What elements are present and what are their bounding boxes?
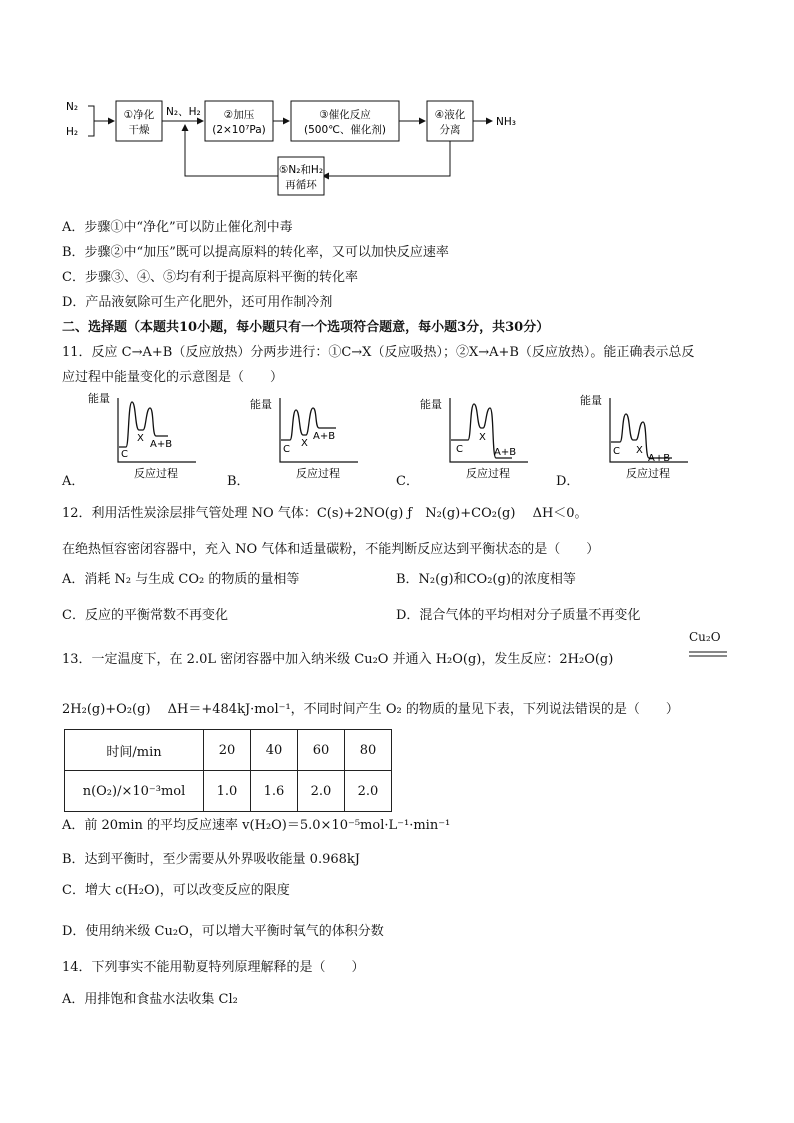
q12-option-c[interactable]: C．反应的平衡常数不再变化 xyxy=(62,608,228,623)
q11-graph-c[interactable] xyxy=(420,390,532,482)
flow-box-purify-line1: ①净化 xyxy=(123,109,155,121)
q11-option-a-letter[interactable]: A． xyxy=(62,474,85,489)
q11-graph-c-ylabel: 能量 xyxy=(420,398,442,411)
q11-graph-b-xlabel: 反应过程 xyxy=(296,467,340,480)
q11-graph-a-ylabel: 能量 xyxy=(88,392,110,405)
q11-graph-a-c: C xyxy=(121,449,128,460)
q11-graph-d-xlabel: 反应过程 xyxy=(626,467,670,480)
flow-box-catalysis-line1: ③催化反应 xyxy=(319,109,371,121)
q11-stem-line1: 11．反应 C→A+B（反应放热）分两步进行：①C→X（反应吸热）；②X→A+B（反应放热）。能正确表示总反 xyxy=(62,345,695,360)
ammonia-synthesis-flowchart xyxy=(60,92,540,202)
q11-graph-c-xlabel: 反应过程 xyxy=(466,467,510,480)
q11-graph-b-x: X xyxy=(301,438,308,449)
q13-equilibrium-arrow xyxy=(688,650,728,658)
flow-box-recycle-line1: ⑤N₂和H₂ xyxy=(278,164,324,176)
q11-graph-b-c: C xyxy=(283,444,290,455)
q11-graph-d-x: X xyxy=(636,445,643,456)
q13-stem-line2: 2H₂(g)+O₂(g) ΔH＝+484kJ·mol⁻¹，不同时间产生 O₂ 的物质的量见下表，下列说法错误的是（ ） xyxy=(62,702,679,717)
flow-n2-label: N₂ xyxy=(66,101,79,113)
table-cell: 2.0 xyxy=(345,771,392,812)
q13-option-c[interactable]: C．增大 c(H₂O)，可以改变反应的限度 xyxy=(62,883,290,898)
flow-output-label: NH₃ xyxy=(496,116,516,128)
table-header-row xyxy=(65,730,392,771)
table-cell: 20 xyxy=(204,730,251,771)
q12-option-a[interactable]: A．消耗 N₂ 与生成 CO₂ 的物质的量相等 xyxy=(62,572,300,587)
q11-option-b-letter[interactable]: B． xyxy=(227,474,250,489)
q11-option-c-letter[interactable]: C． xyxy=(396,474,419,489)
table-cell: n(O₂)/×10⁻³mol xyxy=(65,771,204,812)
flow-box-liquefy-line2: 分离 xyxy=(439,124,461,136)
flow-box-purify-line2: 干燥 xyxy=(128,124,150,136)
q11-graph-a[interactable] xyxy=(88,390,200,482)
q10-option-a[interactable]: A．步骤①中“净化”可以防止催化剂中毒 xyxy=(62,220,293,235)
q12-stem-line2: 在绝热恒容密闭容器中，充入 NO 气体和适量碳粉，不能判断反应达到平衡状态的是（ ） xyxy=(62,542,600,557)
flow-box-pressurize-line2: (2×10⁷Pa) xyxy=(212,124,266,136)
q12-option-b[interactable]: B．N₂(g)和CO₂(g)的浓度相等 xyxy=(396,572,576,587)
q11-graph-a-x: X xyxy=(137,433,144,444)
q11-graph-b-ab: A+B xyxy=(313,431,336,442)
flow-box-liquefy-line1: ④液化 xyxy=(434,109,466,121)
section-2-heading: 二、选择题（本题共10小题，每小题只有一个选项符合题意，每小题3分，共30分） xyxy=(62,320,550,335)
flow-h2-label: H₂ xyxy=(66,126,79,138)
q11-graph-c-ab: A+B xyxy=(494,447,517,458)
q13-option-d[interactable]: D．使用纳米级 Cu₂O，可以增大平衡时氧气的体积分数 xyxy=(62,924,384,939)
q13-data-table xyxy=(64,729,392,812)
table-row xyxy=(65,771,392,812)
q11-graph-d-c: C xyxy=(613,446,620,457)
table-cell: 80 xyxy=(345,730,392,771)
q10-option-c[interactable]: C．步骤③、④、⑤均有利于提高原料平衡的转化率 xyxy=(62,270,358,285)
q11-graph-c-c: C xyxy=(456,444,463,455)
table-cell: 2.0 xyxy=(298,771,345,812)
q11-graph-a-xlabel: 反应过程 xyxy=(134,467,178,480)
q12-option-d[interactable]: D．混合气体的平均相对分子质量不再变化 xyxy=(396,608,641,623)
q10-option-d[interactable]: D．产品液氨除可生产化肥外，还可用作制冷剂 xyxy=(62,295,333,310)
q13-stem-line1: 13．一定温度下，在 2.0L 密闭容器中加入纳米级 Cu₂O 并通入 H₂O(g)，发生反应：2H₂O(g) xyxy=(62,652,614,667)
q11-graph-c-x: X xyxy=(479,432,486,443)
q11-graph-b-ylabel: 能量 xyxy=(250,398,272,411)
q13-option-b[interactable]: B．达到平衡时，至少需要从外界吸收能量 0.968kJ xyxy=(62,852,360,867)
q11-graph-d-ab: A+B xyxy=(648,453,671,464)
q11-graph-d-ylabel: 能量 xyxy=(580,394,602,407)
table-cell: 60 xyxy=(298,730,345,771)
q13-catalyst-label: Cu₂O xyxy=(689,630,721,644)
q14-option-a[interactable]: A．用排饱和食盐水法收集 Cl₂ xyxy=(62,992,238,1007)
q11-graph-a-ab: A+B xyxy=(150,439,173,450)
q13-option-a[interactable]: A．前 20min 的平均反应速率 v(H₂O)＝5.0×10⁻⁵mol·L⁻¹·min⁻¹ xyxy=(62,818,451,833)
flow-box-pressurize-line1: ②加压 xyxy=(223,109,255,121)
q11-stem-line2: 应过程中能量变化的示意图是（ ） xyxy=(62,370,284,385)
table-cell: 40 xyxy=(251,730,298,771)
q11-graph-d[interactable] xyxy=(580,390,692,482)
q11-option-d-letter[interactable]: D． xyxy=(556,474,580,489)
q10-option-b[interactable]: B．步骤②中“加压”既可以提高原料的转化率，又可以加快反应速率 xyxy=(62,245,449,260)
flow-box-recycle-line2: 再循环 xyxy=(285,179,317,191)
table-cell: 1.6 xyxy=(251,771,298,812)
table-cell: 1.0 xyxy=(204,771,251,812)
table-cell: 时间/min xyxy=(65,730,204,771)
q12-stem-line1: 12．利用活性炭涂层排气管处理 NO 气体：C(s)+2NO(g) ƒ N₂(g)+CO₂(g) ΔH＜0。 xyxy=(62,506,588,521)
flow-box-catalysis-line2: (500℃、催化剂) xyxy=(303,124,387,136)
flow-mid-label: N₂、H₂ xyxy=(166,106,201,118)
q11-graph-b[interactable] xyxy=(250,390,362,482)
q14-stem: 14．下列事实不能用勒夏特列原理解释的是（ ） xyxy=(62,960,365,975)
